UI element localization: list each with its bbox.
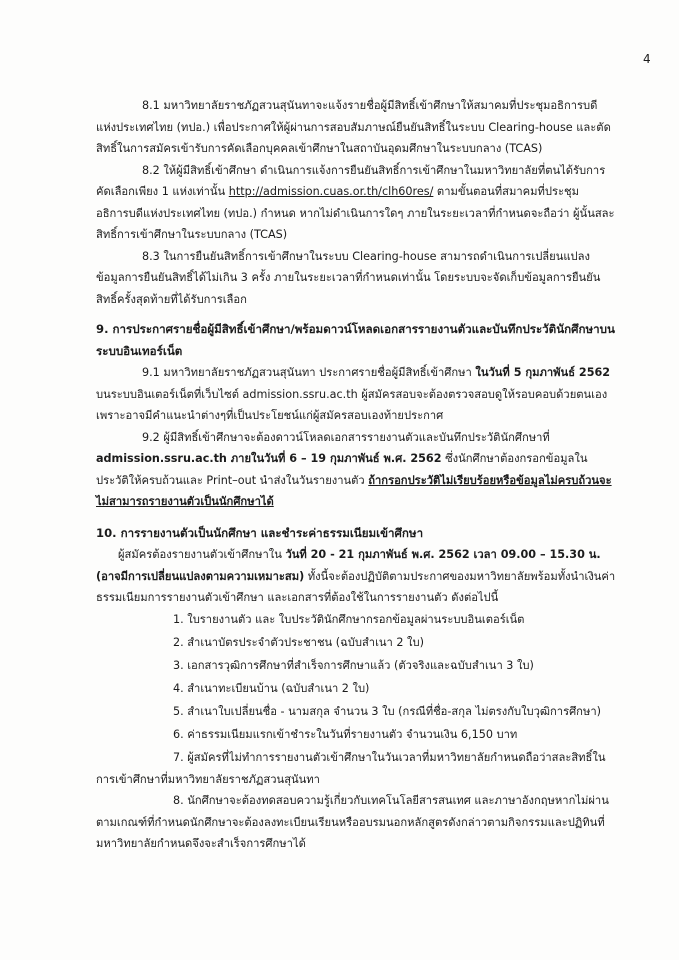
list-item: 3. เอกสารวุฒิการศึกษาที่สำเร็จการศึกษาแล้ว (ตัวจริงและฉบับสำเนา 3 ใบ)	[173, 659, 534, 672]
paragraph-9-2: 9.2 ผู้มีสิทธิ์เข้าศึกษาจะต้องดาวน์โหลดเอกสารรายงานตัวและบันทึกประวัตินักศึกษาที่ admission.ssru.ac.th ภายในวันที่ 6 – 19 กุมภาพันธ์ พ.ศ. 2562 ซึ่งนักศึกษาต้องกรอกข้อมูลในประวัติให้ครบถ้วนและ Print–out นำส่งในวันรายงานตัว ถ้ากรอกประวัติไม่เรียบร้อยหรือข้อมูลไม่ครบถ้วนจะไม่สามารถรายงานตัวเป็นนักศึกษาได้	[96, 430, 612, 508]
list-item: 2. สำเนาบัตรประจำตัวประชาชน (ฉบับสำเนา 2 ใบ)	[173, 636, 424, 649]
page-number: 4	[643, 52, 651, 66]
section-10-intro: ผู้สมัครต้องรายงานตัวเข้าศึกษาใน วันที่ 20 - 21 กุมภาพันธ์ พ.ศ. 2562 เวลา 09.00 – 15.30 น. (อาจมีการเปลี่ยนแปลงตามความเหมาะสม) ทั้งนี้จะต้องปฏิบัติตามประกาศของมหาวิทยาลัยพร้อมทั้งนำเงินค่าธรรมเนียมการรายงานตัวเข้าศึกษา และเอกสารที่ต้องใช้ในการรายงานตัว ดังต่อไปนี้	[96, 548, 616, 604]
paragraph-10-8: 8. นักศึกษาจะต้องทดสอบความรู้เกี่ยวกับเทคโนโลยีสารสนเทศ และภาษาอังกฤษหากไม่ผ่านตามเกณฑ์ที่กำหนดนักศึกษาจะต้องลงทะเบียนเรียนหรืออบรมนอกหลักสูตรดังกล่าวตามกิจกรรมและปฏิทินที่มหาวิทยาลัยกำหนดจึงจะสำเร็จการศึกษาได้	[96, 794, 609, 850]
list-item: 1. ใบรายงานตัว และ ใบประวัตินักศึกษากรอกข้อมูลผ่านระบบอินเตอร์เน็ต	[173, 613, 525, 626]
paragraph-10-7: 7. ผู้สมัครที่ไม่ทำการรายงานตัวเข้าศึกษาในวันเวลาที่มหาวิทยาลัยกำหนดถือว่าสละสิทธิ์ในการเข้าศึกษาที่มหาวิทยาลัยราชภัฏสวนสุนันทา	[96, 751, 606, 786]
list-item: 5. สำเนาใบเปลี่ยนชื่อ - นามสกุล จำนวน 3 ใบ (กรณีที่ชื่อ-สกุล ไม่ตรงกับใบวุฒิการศึกษา)	[173, 705, 601, 718]
paragraph-8-2: 8.2 ให้ผู้มีสิทธิ์เข้าศึกษา ดำเนินการแจ้งการยืนยันสิทธิ์การเข้าศึกษาในมหาวิทยาลัยที่ตนได้รับการคัดเลือกเพียง 1 แห่งเท่านั้น http://admission.cuas.or.th/clh60res/ ตามขั้นตอนที่สมาคมที่ประชุมอธิการบดีแห่งประเทศไทย (ทปอ.) กำหนด หากไม่ดำเนินการใดๆ ภายในระยะเวลาที่กำหนดจะถือว่า ผู้นั้นสละสิทธิ์การเข้าศึกษาในระบบกลาง (TCAS)	[96, 163, 615, 241]
section-10-notes	[96, 747, 616, 855]
paragraph-8-1: 8.1 มหาวิทยาลัยราชภัฏสวนสุนันทาจะแจ้งรายชื่อผู้มีสิทธิ์เข้าศึกษาให้สมาคมที่ประชุมอธิการบดีแห่งประเทศไทย (ทปอ.) เพื่อประกาศให้ผู้ผ่านการสอบสัมภาษณ์ยืนยันสิทธิ์ในระบบ Clearing-house และตัดสิทธิ์ในการสมัครเข้ารับการคัดเลือกบุคคลเข้าศึกษาในสถาบันอุดมศึกษาในระบบกลาง (TCAS)	[96, 99, 611, 155]
section-10	[96, 522, 616, 609]
section-8	[96, 95, 616, 310]
section-9-heading: 9. การประกาศรายชื่อผู้มีสิทธิ์เข้าศึกษา/พร้อมดาวน์โหลดเอกสารรายงานตัวและบันทึกประวัตินักศึกษาบนระบบอินเทอร์เน็ต	[96, 322, 615, 358]
admission-link[interactable]: http://admission.cuas.or.th/clh60res/	[228, 185, 434, 198]
list-item: 6. ค่าธรรมเนียมแรกเข้าชำระในวันที่รายงานตัว จำนวนเงิน 6,150 บาท	[173, 728, 518, 741]
section-10-heading: 10. การรายงานตัวเป็นนักศึกษา และชำระค่าธรรมเนียมเข้าศึกษา	[96, 526, 424, 540]
paragraph-9-1: 9.1 มหาวิทยาลัยราชภัฏสวนสุนันทา ประกาศรายชื่อผู้มีสิทธิ์เข้าศึกษา ในวันที่ 5 กุมภาพันธ์ 2562 บนระบบอินเตอร์เน็ตที่เว็บไซต์ admission.ssru.ac.th ผู้สมัครสอบจะต้องตรวจสอบดูให้รอบคอบด้วยตนเอง เพราะอาจมีคำแนะนำต่างๆที่เป็นประโยชน์แก่ผู้สมัครสอบเองท้ายประกาศ	[96, 366, 611, 422]
section-9	[96, 318, 616, 513]
paragraph-8-3: 8.3 ในการยืนยันสิทธิ์การเข้าศึกษาในระบบ Clearing-house สามารถดำเนินการเปลี่ยนแปลงข้อมูลการยืนยันสิทธิ์ได้ไม่เกิน 3 ครั้ง ภายในระยะเวลาที่กำหนดเท่านั้น โดยระบบจะจัดเก็บข้อมูลการยืนยันสิทธิ์ครั้งสุดท้ายที่ได้รับการเลือก	[96, 249, 601, 306]
list-item: 4. สำเนาทะเบียนบ้าน (ฉบับสำเนา 2 ใบ)	[173, 682, 370, 695]
